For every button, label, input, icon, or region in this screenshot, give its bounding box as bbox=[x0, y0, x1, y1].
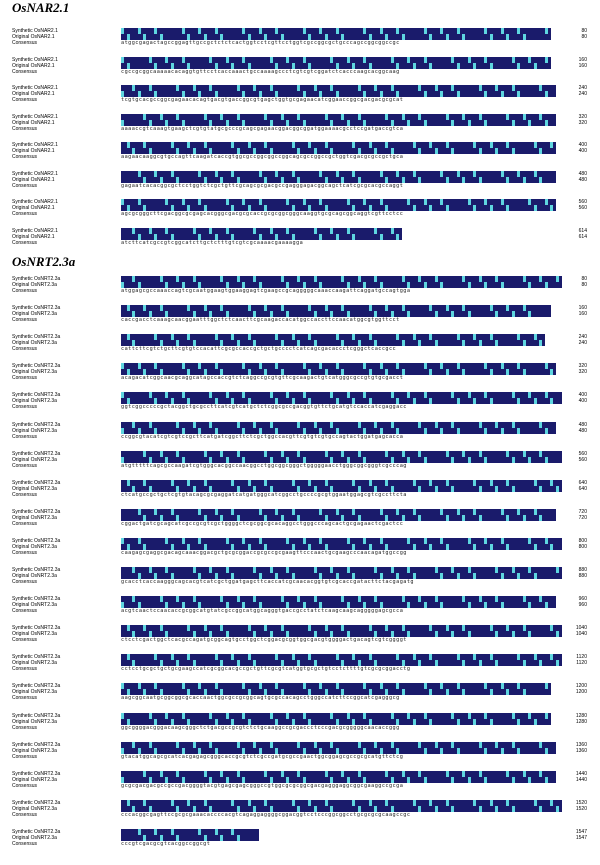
consensus-sequence: tcgtgcacgccggcgagaacacagtgacgtgaccggcgtgagctggtgcgagaacatcggaaccggcgacgacgcgcat bbox=[121, 97, 404, 103]
alignment-block bbox=[0, 829, 600, 847]
row-label: Synthetic OsNRT2.3a bbox=[12, 537, 61, 544]
row-label: Consensus bbox=[12, 520, 38, 527]
row-label: Consensus bbox=[12, 40, 38, 46]
position-number: 320 bbox=[578, 119, 587, 126]
consensus-row bbox=[0, 317, 600, 323]
alignment-block bbox=[0, 422, 600, 440]
consensus-sequence: agcgcgggcttcgacggcgcgagcacgggcgacgcgcaccgcgcggcgggcaaggtgcgcagcggcaggtcgttcctcc bbox=[121, 211, 404, 217]
row-label: Consensus bbox=[12, 375, 38, 382]
consensus-row bbox=[0, 463, 600, 469]
alignment-block bbox=[0, 625, 600, 643]
alignment-block bbox=[0, 509, 600, 527]
position-number: 614 bbox=[578, 233, 587, 240]
row-label: Consensus bbox=[12, 211, 38, 217]
row-label: Original OsNRT2.3a bbox=[12, 398, 57, 405]
row-label: Original OsNRT2.3a bbox=[12, 456, 57, 463]
consensus-row bbox=[0, 346, 600, 352]
consensus-row bbox=[0, 434, 600, 440]
row-label: Original OsNRT2.3a bbox=[12, 543, 57, 550]
position-number: 1360 bbox=[575, 747, 587, 754]
row-label: Synthetic OsNAR2.1 bbox=[12, 85, 58, 91]
row-label: Consensus bbox=[12, 724, 38, 731]
consensus-sequence: ggtcggcccccgctacggctgcgccttcatcgtcatgctctcggcgccgacggtgttctgcatgtccaccatcgaggacc bbox=[121, 404, 407, 411]
position-number: 160 bbox=[578, 56, 587, 63]
position-number: 1440 bbox=[575, 770, 587, 777]
consensus-row bbox=[0, 812, 600, 818]
row-label: Original OsNAR2.1 bbox=[12, 91, 55, 97]
position-number: 240 bbox=[578, 91, 587, 97]
consensus-sequence: cgccgcggcaaaaacacaggtgttcctcaccaaactgccaaaagccctcgtcgtcggatctcacccaagcacggcaag bbox=[121, 68, 400, 75]
row-label: Consensus bbox=[12, 317, 38, 324]
alignment-block bbox=[0, 276, 600, 294]
row-label: Original OsNAR2.1 bbox=[12, 233, 55, 240]
alignment-block bbox=[0, 654, 600, 672]
row-label: Synthetic OsNRT2.3a bbox=[12, 305, 61, 312]
row-label: Original OsNRT2.3a bbox=[12, 776, 57, 783]
position-number: 960 bbox=[578, 602, 587, 609]
row-label: Consensus bbox=[12, 97, 38, 103]
consensus-row bbox=[0, 841, 600, 847]
row-label: Synthetic OsNRT2.3a bbox=[12, 363, 61, 370]
position-number: 80 bbox=[581, 28, 587, 34]
consensus-row bbox=[0, 783, 600, 789]
row-label: Original OsNAR2.1 bbox=[12, 205, 55, 211]
consensus-row bbox=[0, 521, 600, 527]
consensus-row bbox=[0, 579, 600, 585]
row-label: Synthetic OsNRT2.3a bbox=[12, 741, 61, 748]
row-label: Synthetic OsNRT2.3a bbox=[12, 654, 61, 661]
consensus-sequence: aagcggcaatgcggcggcgcaccaactggcgccgcggcagtgcgccacagcctgggccatcttccggcatcgagggcg bbox=[121, 695, 400, 702]
row-label: Synthetic OsNRT2.3a bbox=[12, 450, 61, 457]
row-label: Synthetic OsNRT2.3a bbox=[12, 392, 61, 399]
row-label: Consensus bbox=[12, 695, 38, 702]
consensus-sequence: aagaacaaggcgtgccagttcaagatcaccgtggcgccggcggccggcagcgccggccgctggtcgacgcgccgctgca bbox=[121, 154, 404, 160]
row-label: Original OsNRT2.3a bbox=[12, 485, 57, 492]
consensus-row bbox=[0, 695, 600, 701]
position-number: 80 bbox=[581, 276, 587, 282]
consensus-sequence: atcttcatcgccgtcggcatcttgctctttgtcgtcgcaaaacgaaaagga bbox=[121, 239, 304, 246]
row-label: Consensus bbox=[12, 125, 38, 132]
row-label: Original OsNRT2.3a bbox=[12, 805, 57, 812]
position-number: 1360 bbox=[575, 741, 587, 748]
row-label: Synthetic OsNRT2.3a bbox=[12, 567, 61, 573]
consensus-row bbox=[0, 288, 600, 294]
position-number: 400 bbox=[578, 148, 587, 154]
row-label: Consensus bbox=[12, 753, 38, 760]
position-number: 880 bbox=[578, 573, 587, 579]
consensus-row bbox=[0, 404, 600, 410]
consensus-row bbox=[0, 666, 600, 672]
row-label: Synthetic OsNAR2.1 bbox=[12, 142, 58, 148]
position-number: 1280 bbox=[575, 718, 587, 725]
row-label: Consensus bbox=[12, 840, 38, 847]
row-label: Synthetic OsNAR2.1 bbox=[12, 170, 58, 177]
position-number: 1520 bbox=[575, 799, 587, 806]
row-label: Synthetic OsNRT2.3a bbox=[12, 799, 61, 806]
alignment-block bbox=[0, 28, 600, 46]
consensus-sequence: atggcgagactagccggagttgccgctctctcactggtcctcgttcctggtcgccggcgctgcccagccggcggccgc bbox=[121, 40, 400, 46]
alignment-block bbox=[0, 771, 600, 789]
row-label: Original OsNRT2.3a bbox=[12, 311, 57, 318]
consensus-row bbox=[0, 154, 600, 160]
row-label: Synthetic OsNRT2.3a bbox=[12, 276, 61, 282]
consensus-row bbox=[0, 375, 600, 381]
alignment-block bbox=[0, 742, 600, 760]
row-label: Original OsNRT2.3a bbox=[12, 718, 57, 725]
alignment-block bbox=[0, 538, 600, 556]
consensus-row bbox=[0, 211, 600, 217]
position-number: 320 bbox=[578, 363, 587, 370]
row-label: Synthetic OsNRT2.3a bbox=[12, 625, 61, 632]
position-number: 480 bbox=[578, 421, 587, 428]
consensus-sequence: acgtcaactccaacaccgcggcatgtatcgccggcatggcagggtgaccgcctatctcaagcaagcagggggagcgcca bbox=[121, 608, 404, 615]
row-label: Synthetic OsNAR2.1 bbox=[12, 28, 58, 34]
consensus-row bbox=[0, 97, 600, 103]
consensus-sequence: ggcggggacgggacaagcgggctctgacgccgcgtctctgcaaggccgcgaccctcccgacgcgggggcaacaccggg bbox=[121, 724, 400, 731]
position-number: 240 bbox=[578, 340, 587, 347]
consensus-sequence: cattcttcgtctgcttcgtgtccacattcgcgccaccgctgctgcccctcatcagcgacaccctcgggctcaccgcc bbox=[121, 346, 397, 353]
alignment-block bbox=[0, 57, 600, 75]
consensus-row bbox=[0, 550, 600, 556]
position-number: 1120 bbox=[576, 654, 587, 661]
position-number: 80 bbox=[581, 34, 587, 40]
alignment-block bbox=[0, 363, 600, 381]
consensus-sequence: cccgtcgacgcgtcacggccggcgt bbox=[121, 840, 211, 847]
position-number: 800 bbox=[578, 543, 587, 550]
row-label: Synthetic OsNAR2.1 bbox=[12, 56, 58, 63]
position-number: 640 bbox=[578, 479, 587, 486]
position-number: 480 bbox=[578, 427, 587, 434]
consensus-sequence: cccacggcgagttccgcgcgaaacaccccacgtcagaggaggggcggacggtcctcccggcggcctgcgcgcgcaagccgc bbox=[121, 811, 411, 818]
consensus-sequence: gtacatggcagcgcatcacgagagcgggcaccgcgtctcgccgatgcgccgaactggcggagcgccgcgcatgttctcg bbox=[121, 753, 404, 760]
position-number: 1200 bbox=[575, 683, 587, 690]
row-label: Original OsNRT2.3a bbox=[12, 689, 57, 696]
row-label: Synthetic OsNRT2.3a bbox=[12, 828, 61, 835]
consensus-sequence: cctcctgcgctgctgcgaagccatcgcggcacgccgctgttcgcgtcatggtgcgctgtcctcttttgtcgcgcggacctg bbox=[121, 666, 411, 673]
consensus-sequence: aaaaccgtcaaagtgaagctcgtgtatgcgcccgcagcgagaacggacggcggatggaaaacgcctccgatgaccgtca bbox=[121, 125, 404, 132]
alignment-block bbox=[0, 305, 600, 323]
row-label: Synthetic OsNAR2.1 bbox=[12, 113, 58, 120]
row-label: Synthetic OsNRT2.3a bbox=[12, 421, 61, 428]
consensus-sequence: caagagcgaggcgacagcaaacggacgctgcgcggaccgcgccgcgaagttcccaactgcgaagcccaacagatggccgg bbox=[121, 549, 407, 556]
row-label: Consensus bbox=[12, 68, 38, 75]
row-label: Synthetic OsNRT2.3a bbox=[12, 479, 61, 486]
position-number: 1280 bbox=[575, 712, 587, 719]
consensus-row bbox=[0, 637, 600, 643]
position-number: 560 bbox=[578, 199, 587, 205]
position-number: 614 bbox=[578, 227, 587, 234]
position-number: 560 bbox=[578, 450, 587, 457]
row-label: Original OsNRT2.3a bbox=[12, 514, 57, 521]
section-title-osnar21: OsNAR2.1 bbox=[12, 0, 70, 15]
section-title-osnrt23a: OsNRT2.3a bbox=[12, 254, 76, 269]
position-number: 720 bbox=[578, 508, 587, 515]
position-number: 240 bbox=[578, 85, 587, 91]
position-number: 1547 bbox=[575, 828, 587, 835]
position-number: 640 bbox=[578, 485, 587, 492]
position-number: 400 bbox=[578, 392, 587, 399]
alignment-block bbox=[0, 567, 600, 585]
row-label: Consensus bbox=[12, 346, 38, 353]
position-number: 400 bbox=[578, 398, 587, 405]
position-number: 560 bbox=[578, 456, 587, 463]
row-label: Original OsNRT2.3a bbox=[12, 747, 57, 754]
position-number: 1040 bbox=[575, 631, 587, 638]
position-number: 1200 bbox=[575, 689, 587, 696]
consensus-sequence: gagaatcacacggcgctcctggtctcgctgttcgcagcgcgacgccgagggagacggcagctcatcgcgcacgccaggt bbox=[121, 182, 404, 189]
consensus-sequence: gcgcgacgacgccgccgacggggtacgtgagcgagcgggccgtggcgcgcggcgacgagggaggcggcgaaggccgcga bbox=[121, 782, 404, 789]
consensus-sequence: cggactgatcgcagcatcgccgcgtcgctggggctcgcggcgcacaggcctgggcccagcactgcgagaactcgactcc bbox=[121, 520, 404, 527]
alignment-block bbox=[0, 199, 600, 217]
row-label: Original OsNRT2.3a bbox=[12, 631, 57, 638]
consensus-sequence: atggagcgccaaaccagtcgcaatggaagtggaaggagtcgaagccgcagggggcaaaccaagattcaggatgccagtgga bbox=[121, 288, 411, 294]
alignment-block bbox=[0, 114, 600, 132]
position-number: 480 bbox=[578, 170, 587, 177]
row-label: Consensus bbox=[12, 404, 38, 411]
consensus-sequence: gcacctcaccaagggcagcacgtcatcgctggatgagcttcaccatcgcaacacggtgtcgcaccgatacttctacgagatg bbox=[121, 579, 414, 585]
row-label: Synthetic OsNRT2.3a bbox=[12, 334, 61, 341]
consensus-sequence: ccggcgtacatcgtcgtccgcttcatgatcggcttctcgctggccacgttcgtgtcgtgccagtactggatgagcacca bbox=[121, 433, 404, 440]
position-number: 1120 bbox=[576, 660, 587, 667]
alignment-block bbox=[0, 392, 600, 410]
consensus-row bbox=[0, 725, 600, 731]
position-number: 80 bbox=[581, 282, 587, 288]
consensus-row bbox=[0, 240, 600, 246]
alignment-block bbox=[0, 334, 600, 352]
position-number: 720 bbox=[578, 514, 587, 521]
row-label: Consensus bbox=[12, 154, 38, 160]
consensus-sequence: ctcatgccgctgctcgtgtacagcgcgaggatcatgatgggcatcggcctgccccgcgtggaatggagcgtcgccttcta bbox=[121, 491, 407, 498]
alignment-block bbox=[0, 480, 600, 498]
row-label: Consensus bbox=[12, 288, 38, 294]
row-label: Consensus bbox=[12, 239, 38, 246]
alignment-block bbox=[0, 596, 600, 614]
position-number: 400 bbox=[578, 142, 587, 148]
row-label: Consensus bbox=[12, 579, 38, 585]
row-label: Consensus bbox=[12, 782, 38, 789]
row-label: Consensus bbox=[12, 462, 38, 469]
position-number: 1547 bbox=[575, 834, 587, 841]
row-label: Original OsNAR2.1 bbox=[12, 176, 55, 183]
position-number: 960 bbox=[578, 596, 587, 603]
row-label: Original OsNAR2.1 bbox=[12, 148, 55, 154]
row-label: Synthetic OsNAR2.1 bbox=[12, 199, 58, 205]
row-label: Consensus bbox=[12, 182, 38, 189]
position-number: 160 bbox=[578, 305, 587, 312]
row-label: Consensus bbox=[12, 491, 38, 498]
row-label: Original OsNRT2.3a bbox=[12, 369, 57, 376]
position-number: 320 bbox=[578, 369, 587, 376]
consensus-row bbox=[0, 492, 600, 498]
position-number: 880 bbox=[578, 567, 587, 573]
row-label: Consensus bbox=[12, 637, 38, 644]
consensus-sequence: acagacatcggcaacgcaggcatagccaccgtctcaggccgcgtgttcgcaagactgtcatgggcgccgtgtgcgacct bbox=[121, 375, 404, 382]
consensus-row bbox=[0, 608, 600, 614]
row-label: Synthetic OsNRT2.3a bbox=[12, 508, 61, 515]
row-label: Synthetic OsNAR2.1 bbox=[12, 227, 58, 234]
position-number: 560 bbox=[578, 205, 587, 211]
row-label: Original OsNRT2.3a bbox=[12, 834, 57, 841]
alignment-block bbox=[0, 800, 600, 818]
row-label: Consensus bbox=[12, 433, 38, 440]
alignment-block bbox=[0, 171, 600, 189]
consensus-row bbox=[0, 126, 600, 132]
row-label: Original OsNRT2.3a bbox=[12, 282, 57, 288]
row-label: Original OsNAR2.1 bbox=[12, 119, 55, 126]
alignment-block bbox=[0, 683, 600, 701]
alignment-block bbox=[0, 451, 600, 469]
alignment-block bbox=[0, 228, 600, 246]
row-label: Original OsNRT2.3a bbox=[12, 427, 57, 434]
consensus-row bbox=[0, 183, 600, 189]
position-number: 240 bbox=[578, 334, 587, 341]
consensus-row bbox=[0, 40, 600, 46]
row-label: Original OsNRT2.3a bbox=[12, 573, 57, 579]
position-number: 1440 bbox=[575, 776, 587, 783]
consensus-sequence: caccgacctcaaagcaacggaatttggctctcaacttcgcaagaccacatggccaccttccaacatggcgtggttcct bbox=[121, 317, 400, 324]
row-label: Original OsNRT2.3a bbox=[12, 340, 57, 347]
position-number: 160 bbox=[578, 62, 587, 69]
row-label: Original OsNAR2.1 bbox=[12, 34, 55, 40]
consensus-row bbox=[0, 69, 600, 75]
row-label: Consensus bbox=[12, 549, 38, 556]
row-label: Synthetic OsNRT2.3a bbox=[12, 683, 61, 690]
position-number: 800 bbox=[578, 537, 587, 544]
row-label: Original OsNRT2.3a bbox=[12, 602, 57, 609]
position-number: 1520 bbox=[575, 805, 587, 812]
position-number: 320 bbox=[578, 113, 587, 120]
consensus-row bbox=[0, 754, 600, 760]
position-number: 1040 bbox=[575, 625, 587, 632]
consensus-sequence: ctcctcgactggctcacgccagatgcggcagtgcctggctcggacgcggtggcgacgtggggactgacagtcgtcggggt bbox=[121, 637, 407, 644]
position-number: 480 bbox=[578, 176, 587, 183]
alignment-block bbox=[0, 713, 600, 731]
row-label: Synthetic OsNRT2.3a bbox=[12, 770, 61, 777]
row-label: Original OsNAR2.1 bbox=[12, 62, 55, 69]
row-label: Consensus bbox=[12, 666, 38, 673]
row-label: Consensus bbox=[12, 608, 38, 615]
row-label: Original OsNRT2.3a bbox=[12, 660, 57, 667]
position-number: 160 bbox=[578, 311, 587, 318]
consensus-sequence: atgtttttcagcgccaagatcgtgggcacggccaacggcctggcggcgggctgggggaacctgggcggcgggtcgcccag bbox=[121, 462, 407, 469]
alignment-block bbox=[0, 85, 600, 103]
row-label: Synthetic OsNRT2.3a bbox=[12, 596, 61, 603]
row-label: Synthetic OsNRT2.3a bbox=[12, 712, 61, 719]
row-label: Consensus bbox=[12, 811, 38, 818]
alignment-block bbox=[0, 142, 600, 160]
